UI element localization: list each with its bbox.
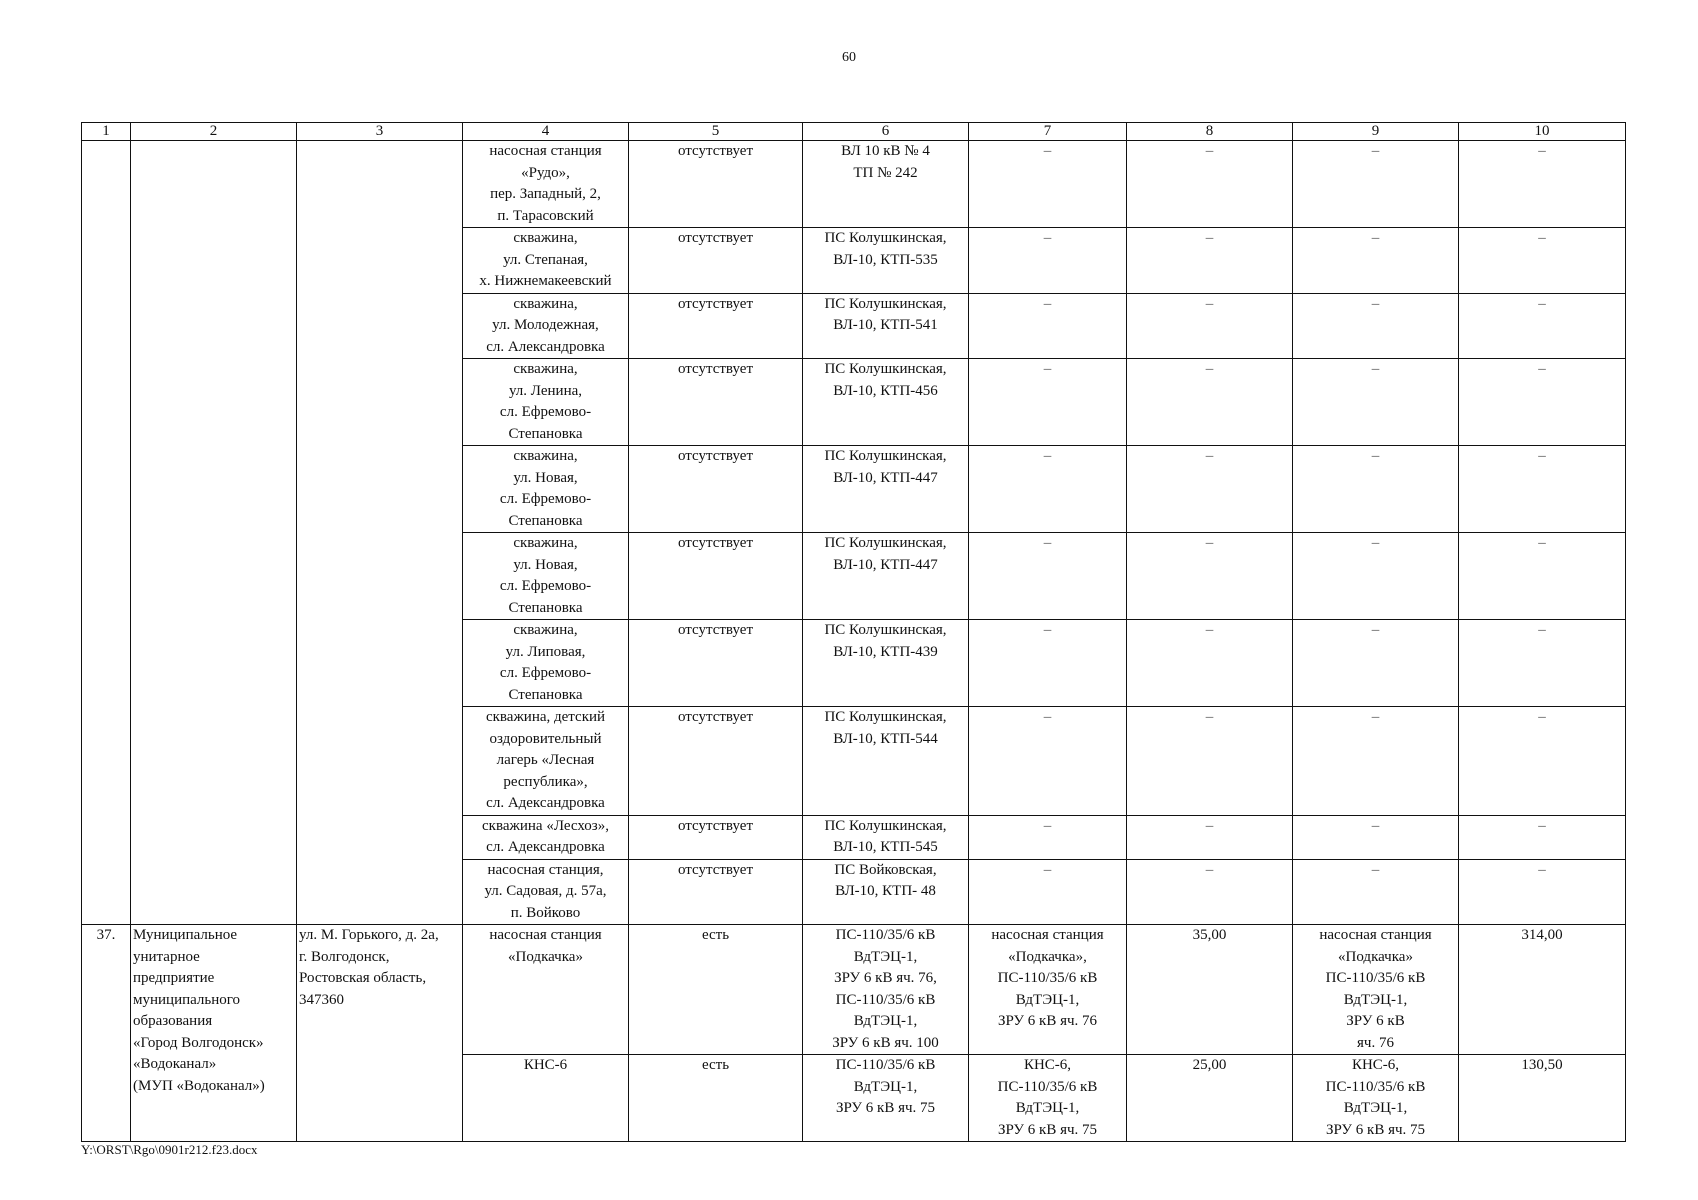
- page-number: 60: [842, 50, 856, 65]
- metering-cell: отсутствует: [629, 815, 803, 859]
- table-row: [82, 141, 1626, 228]
- metering-point-cell: –: [969, 707, 1127, 816]
- metering-point-cell: –: [969, 446, 1127, 533]
- point-cell: –: [1293, 533, 1459, 620]
- point-cell: –: [1293, 228, 1459, 294]
- value-cell: 314,00: [1459, 925, 1626, 1055]
- facility-cell: скважина, ул. Молодежная, сл. Александровка: [463, 293, 629, 359]
- column-number: 2: [131, 123, 297, 141]
- column-number: 5: [629, 123, 803, 141]
- metering-point-cell: –: [969, 859, 1127, 925]
- supply-source-cell: ПС-110/35/6 кВ ВдТЭЦ-1, ЗРУ 6 кВ яч. 76, ПС-110/35/6 кВ ВдТЭЦ-1, ЗРУ 6 кВ яч. 100: [803, 925, 969, 1055]
- supply-source-cell: ПС Колушкинская, ВЛ-10, КТП-535: [803, 228, 969, 294]
- metering-cell: отсутствует: [629, 859, 803, 925]
- value-cell: –: [1459, 620, 1626, 707]
- supply-source-cell: ПС-110/35/6 кВ ВдТЭЦ-1, ЗРУ 6 кВ яч. 75: [803, 1055, 969, 1142]
- facility-cell: насосная станция «Рудо», пер. Западный, 2, п. Тарасовский: [463, 141, 629, 228]
- metering-point-cell: –: [969, 293, 1127, 359]
- value-cell: –: [1127, 293, 1293, 359]
- value-cell: 130,50: [1459, 1055, 1626, 1142]
- metering-cell: отсутствует: [629, 707, 803, 816]
- value-cell: 25,00: [1127, 1055, 1293, 1142]
- point-cell: –: [1293, 446, 1459, 533]
- supply-source-cell: ПС Колушкинская, ВЛ-10, КТП-447: [803, 533, 969, 620]
- value-cell: –: [1459, 446, 1626, 533]
- value-cell: –: [1459, 359, 1626, 446]
- column-number: 10: [1459, 123, 1626, 141]
- value-cell: –: [1127, 359, 1293, 446]
- supply-source-cell: ПС Колушкинская, ВЛ-10, КТП-545: [803, 815, 969, 859]
- facility-cell: скважина, детский оздоровительный лагерь «Лесная республика», сл. Адександровка: [463, 707, 629, 816]
- organization-cell: [131, 141, 297, 925]
- metering-point-cell: –: [969, 141, 1127, 228]
- metering-cell: есть: [629, 1055, 803, 1142]
- value-cell: –: [1127, 707, 1293, 816]
- facility-cell: насосная станция, ул. Садовая, д. 57а, п. Войково: [463, 859, 629, 925]
- metering-point-cell: –: [969, 815, 1127, 859]
- metering-cell: отсутствует: [629, 620, 803, 707]
- column-number-row: [82, 123, 1626, 141]
- metering-point-cell: КНС-6, ПС-110/35/6 кВ ВдТЭЦ-1, ЗРУ 6 кВ яч. 75: [969, 1055, 1127, 1142]
- supply-source-cell: ВЛ 10 кВ № 4 ТП № 242: [803, 141, 969, 228]
- metering-point-cell: –: [969, 228, 1127, 294]
- metering-point-cell: –: [969, 620, 1127, 707]
- address-cell: ул. М. Горького, д. 2а, г. Волгодонск, Ростовская область, 347360: [297, 925, 463, 1142]
- column-number: 3: [297, 123, 463, 141]
- metering-cell: отсутствует: [629, 533, 803, 620]
- facility-cell: скважина, ул. Новая, сл. Ефремово- Степановка: [463, 533, 629, 620]
- metering-point-cell: –: [969, 533, 1127, 620]
- point-cell: –: [1293, 293, 1459, 359]
- number-cell: [82, 141, 131, 925]
- metering-cell: отсутствует: [629, 359, 803, 446]
- metering-cell: есть: [629, 925, 803, 1055]
- facility-cell: скважина, ул. Ленина, сл. Ефремово- Степановка: [463, 359, 629, 446]
- point-cell: –: [1293, 141, 1459, 228]
- point-cell: –: [1293, 707, 1459, 816]
- value-cell: –: [1127, 620, 1293, 707]
- facility-cell: скважина, ул. Новая, сл. Ефремово- Степановка: [463, 446, 629, 533]
- supply-source-cell: ПС Колушкинская, ВЛ-10, КТП-439: [803, 620, 969, 707]
- supply-source-cell: ПС Колушкинская, ВЛ-10, КТП-544: [803, 707, 969, 816]
- supply-source-cell: ПС Войковская, ВЛ-10, КТП- 48: [803, 859, 969, 925]
- point-cell: –: [1293, 859, 1459, 925]
- column-number: 9: [1293, 123, 1459, 141]
- table-row: [82, 925, 1626, 1055]
- value-cell: –: [1459, 815, 1626, 859]
- value-cell: –: [1127, 228, 1293, 294]
- metering-cell: отсутствует: [629, 446, 803, 533]
- value-cell: 35,00: [1127, 925, 1293, 1055]
- number-cell: 37.: [82, 925, 131, 1142]
- metering-point-cell: –: [969, 359, 1127, 446]
- point-cell: –: [1293, 815, 1459, 859]
- facility-cell: скважина, ул. Липовая, сл. Ефремово- Степановка: [463, 620, 629, 707]
- value-cell: –: [1459, 707, 1626, 816]
- supply-source-cell: ПС Колушкинская, ВЛ-10, КТП-541: [803, 293, 969, 359]
- data-table: [81, 122, 1626, 1142]
- facility-cell: скважина «Лесхоз», сл. Адександровка: [463, 815, 629, 859]
- value-cell: –: [1127, 446, 1293, 533]
- column-number: 8: [1127, 123, 1293, 141]
- supply-source-cell: ПС Колушкинская, ВЛ-10, КТП-447: [803, 446, 969, 533]
- metering-cell: отсутствует: [629, 228, 803, 294]
- point-cell: –: [1293, 359, 1459, 446]
- value-cell: –: [1459, 141, 1626, 228]
- value-cell: –: [1459, 859, 1626, 925]
- value-cell: –: [1127, 815, 1293, 859]
- address-cell: [297, 141, 463, 925]
- supply-source-cell: ПС Колушкинская, ВЛ-10, КТП-456: [803, 359, 969, 446]
- point-cell: –: [1293, 620, 1459, 707]
- footer-file-path: Y:\ORST\Rgo\0901r212.f23.docx: [81, 1142, 258, 1157]
- column-number: 4: [463, 123, 629, 141]
- facility-cell: КНС-6: [463, 1055, 629, 1142]
- column-number: 1: [82, 123, 131, 141]
- value-cell: –: [1127, 141, 1293, 228]
- facility-cell: скважина, ул. Степаная, х. Нижнемакеевский: [463, 228, 629, 294]
- metering-cell: отсутствует: [629, 293, 803, 359]
- value-cell: –: [1459, 228, 1626, 294]
- column-number: 6: [803, 123, 969, 141]
- organization-cell: Муниципальное унитарное предприятие муниципального образования «Город Волгодонск» «Водоканал» (МУП «Водоканал»): [131, 925, 297, 1142]
- facility-cell: насосная станция «Подкачка»: [463, 925, 629, 1055]
- metering-cell: отсутствует: [629, 141, 803, 228]
- value-cell: –: [1127, 859, 1293, 925]
- column-number: 7: [969, 123, 1127, 141]
- value-cell: –: [1459, 293, 1626, 359]
- value-cell: –: [1127, 533, 1293, 620]
- point-cell: КНС-6, ПС-110/35/6 кВ ВдТЭЦ-1, ЗРУ 6 кВ яч. 75: [1293, 1055, 1459, 1142]
- value-cell: –: [1459, 533, 1626, 620]
- point-cell: насосная станция «Подкачка» ПС-110/35/6 кВ ВдТЭЦ-1, ЗРУ 6 кВ яч. 76: [1293, 925, 1459, 1055]
- metering-point-cell: насосная станция «Подкачка», ПС-110/35/6 кВ ВдТЭЦ-1, ЗРУ 6 кВ яч. 76: [969, 925, 1127, 1055]
